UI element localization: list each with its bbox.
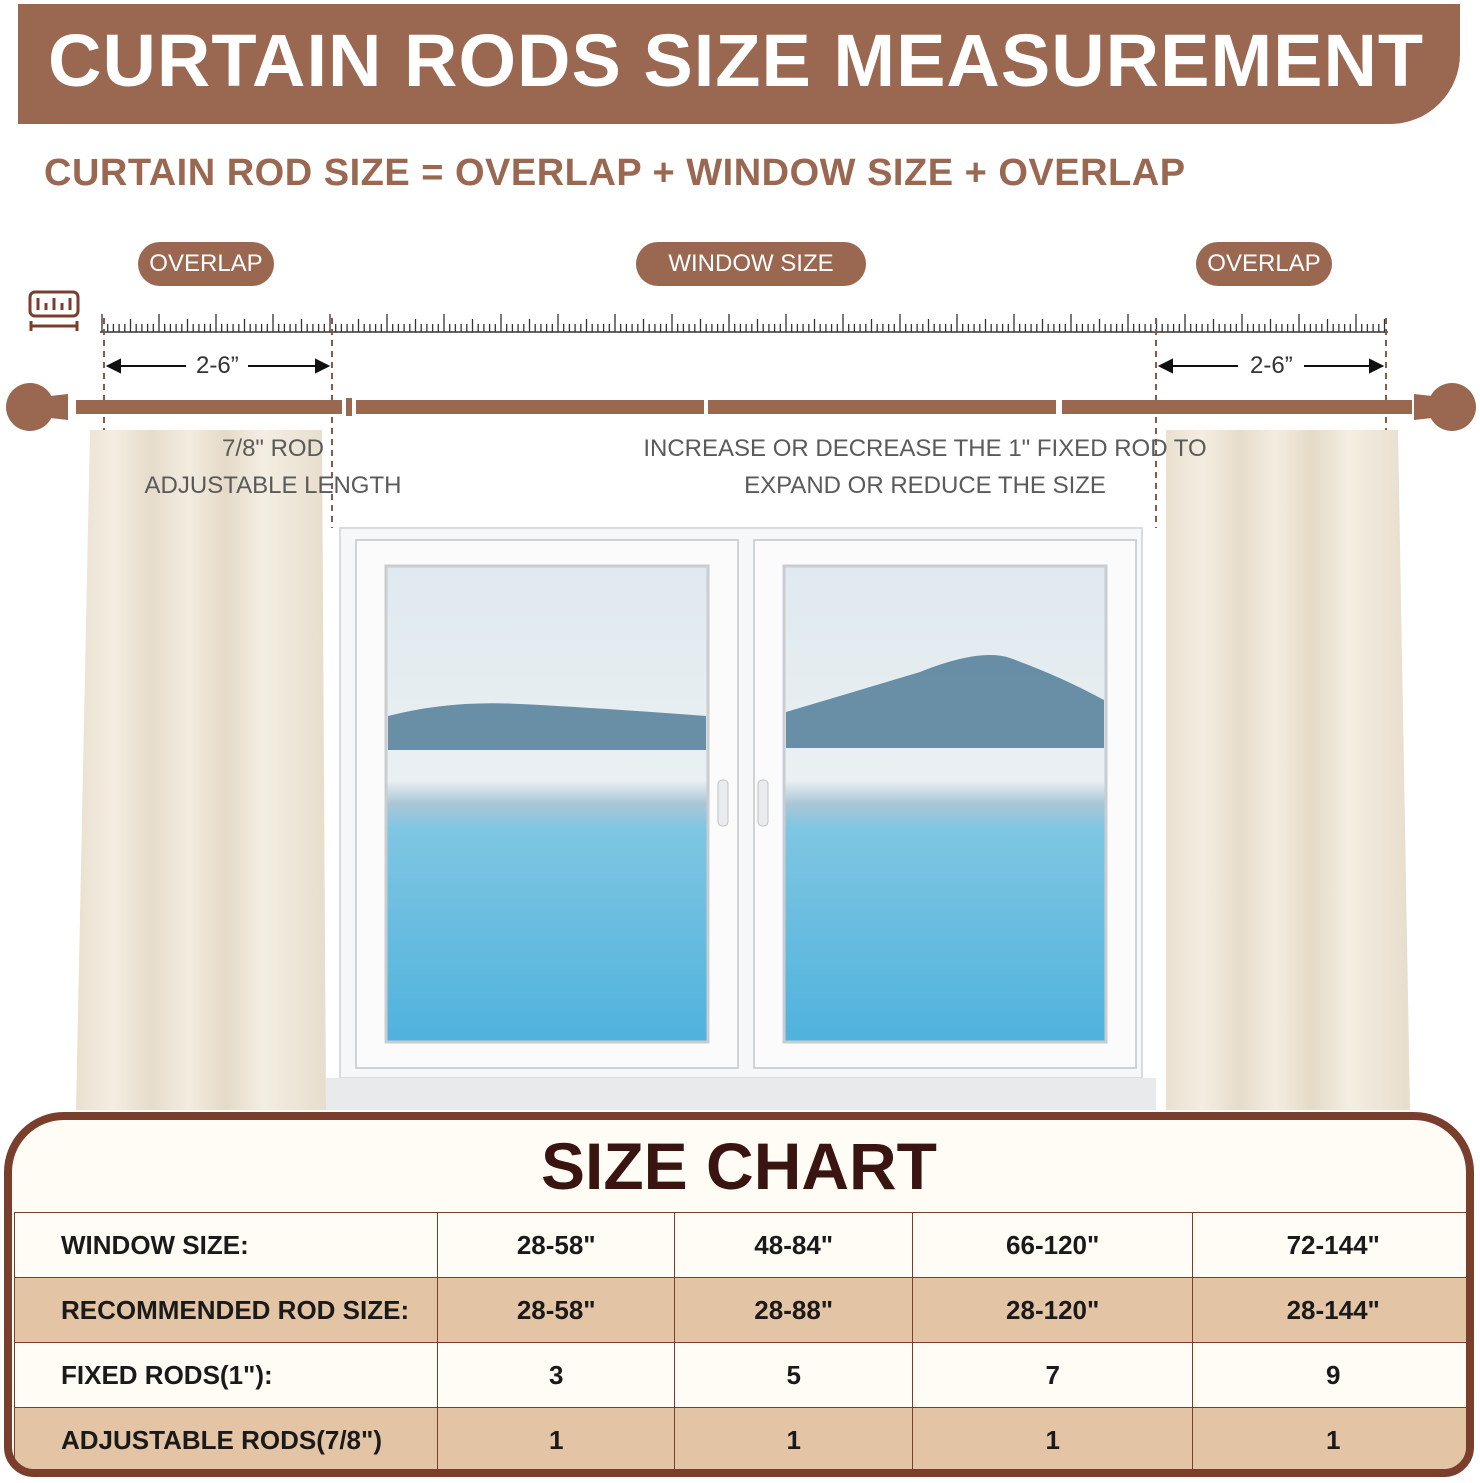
- table-cell: 48-84": [675, 1213, 912, 1278]
- page-title: CURTAIN RODS SIZE MEASUREMENT: [48, 19, 1425, 102]
- overlap-right-pill: OVERLAP: [1196, 242, 1332, 286]
- table-row: [15, 1213, 1474, 1278]
- overlap-right-dimension: 2-6”: [1250, 352, 1293, 379]
- table-cell: 9: [1193, 1343, 1474, 1408]
- size-chart: [4, 1112, 1474, 1477]
- fixed-note-line2: EXPAND OR REDUCE THE SIZE: [744, 472, 1106, 499]
- fixed-note-line1: INCREASE OR DECREASE THE 1" FIXED ROD TO: [643, 435, 1207, 462]
- table-row: [15, 1278, 1474, 1343]
- table-cell: 1: [438, 1408, 675, 1473]
- table-cell: 72-144": [1193, 1213, 1474, 1278]
- table-cell: 28-120": [912, 1278, 1193, 1343]
- measuring-ruler: [100, 314, 1388, 332]
- size-chart-table: [14, 1212, 1474, 1473]
- table-cell: 28-144": [1193, 1278, 1474, 1343]
- formula-text: CURTAIN ROD SIZE = OVERLAP + WINDOW SIZE + OVERLAP: [44, 152, 1186, 194]
- adjustable-rod-note: [140, 430, 406, 504]
- table-cell: 1: [1193, 1408, 1474, 1473]
- size-chart-title: SIZE CHART: [541, 1129, 937, 1203]
- adjustable-note-line2: ADJUSTABLE LENGTH: [144, 472, 402, 499]
- adjustable-note-line1: 7/8" ROD: [222, 435, 324, 462]
- row-label: ADJUSTABLE RODS(7/8"): [15, 1408, 438, 1473]
- table-row: [15, 1408, 1474, 1473]
- table-cell: 1: [675, 1408, 912, 1473]
- window-size-pill: WINDOW SIZE: [636, 242, 866, 286]
- table-cell: 66-120": [912, 1213, 1193, 1278]
- row-label: FIXED RODS(1"):: [15, 1343, 438, 1408]
- table-cell: 1: [912, 1408, 1193, 1473]
- table-cell: 28-58": [438, 1278, 675, 1343]
- row-label: RECOMMENDED ROD SIZE:: [15, 1278, 438, 1343]
- table-cell: 28-58": [438, 1213, 675, 1278]
- table-cell: 28-88": [675, 1278, 912, 1343]
- table-cell: 3: [438, 1343, 675, 1408]
- table-cell: 7: [912, 1343, 1193, 1408]
- table-row: [15, 1343, 1474, 1408]
- row-label: WINDOW SIZE:: [15, 1213, 438, 1278]
- overlap-left-pill: OVERLAP: [138, 242, 274, 286]
- fixed-rod-note: [640, 430, 1210, 504]
- overlap-left-dimension: 2-6”: [196, 352, 239, 379]
- window-icon: [326, 528, 1156, 1110]
- table-cell: 5: [675, 1343, 912, 1408]
- curtain-rod: [76, 398, 1412, 416]
